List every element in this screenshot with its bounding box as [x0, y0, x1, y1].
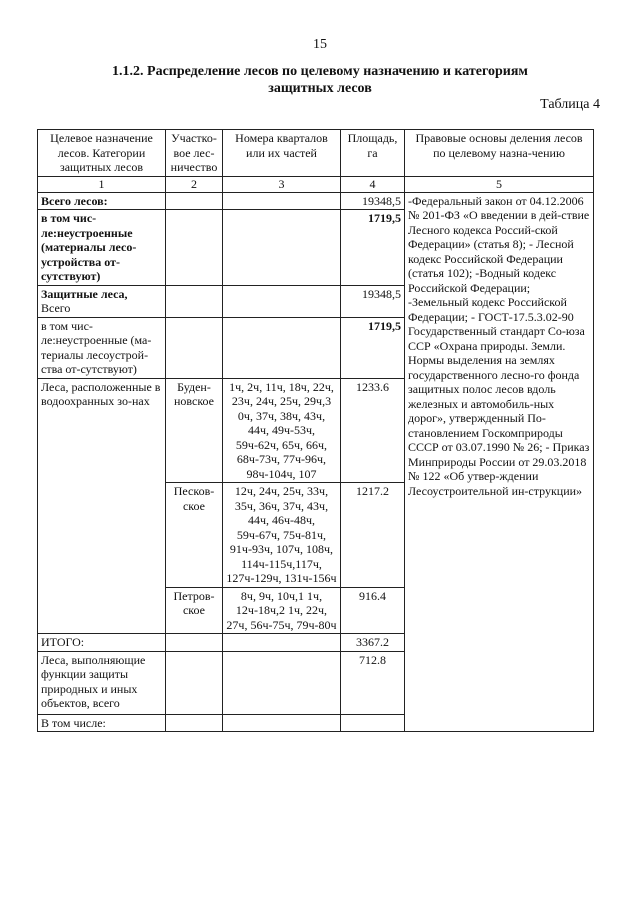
- category-cell: Леса, выполняющие функции защиты природных и иных объектов, всего: [38, 651, 166, 714]
- column-number: 4: [341, 176, 405, 192]
- area-cell: 1719,5: [341, 317, 405, 378]
- forestry-cell: [166, 210, 223, 286]
- area-cell: 1719,5: [341, 210, 405, 286]
- area-cell: 1233.6: [341, 378, 405, 483]
- area-cell: 712.8: [341, 651, 405, 714]
- area-cell: 3367.2: [341, 634, 405, 652]
- header-purpose: Целевое назначение лесов. Категории защитных лесов: [38, 130, 166, 177]
- header-row: [38, 130, 594, 177]
- column-number: 2: [166, 176, 223, 192]
- quarters-cell: 8ч, 9ч, 10ч,1 1ч, 12ч-18ч,2 1ч, 22ч, 27ч, 56ч-75ч, 79ч-80ч: [223, 587, 341, 634]
- category-subtitle: Всего: [41, 301, 71, 315]
- forestry-cell: [166, 714, 223, 732]
- category-cell: Всего лесов:: [38, 192, 166, 210]
- forestry-cell: [166, 651, 223, 714]
- area-cell: 19348,5: [341, 192, 405, 210]
- forestry-cell: [166, 317, 223, 378]
- header-legal-basis: Правовые основы деления лесов по целевому назна-чению: [405, 130, 594, 177]
- quarters-cell: [223, 210, 341, 286]
- column-number-row: [38, 176, 594, 192]
- table-row: [38, 192, 594, 210]
- header-quarters: Номера кварталов или их частей: [223, 130, 341, 177]
- section-heading: [60, 63, 580, 97]
- forestry-cell: [166, 192, 223, 210]
- quarters-cell: [223, 285, 341, 317]
- quarters-cell: 1ч, 2ч, 11ч, 18ч, 22ч, 23ч, 24ч, 25ч, 29ч,3 0ч, 37ч, 38ч, 43ч, 44ч, 49ч-53ч, 59ч-62ч, 65ч, 66ч, 68ч-73ч, 77ч-96ч, 98ч-104ч, 107: [223, 378, 341, 483]
- quarters-cell: [223, 634, 341, 652]
- quarters-cell: [223, 651, 341, 714]
- header-forestry: Участко-вое лес-ничество: [166, 130, 223, 177]
- column-number: 1: [38, 176, 166, 192]
- header-area: Площадь, га: [341, 130, 405, 177]
- category-cell: Леса, расположенные в водоохранных зо-нах: [38, 378, 166, 634]
- area-cell: [341, 714, 405, 732]
- area-cell: 1217.2: [341, 483, 405, 588]
- forestry-cell: Буден-новское: [166, 378, 223, 483]
- category-cell: в том чис-ле:неустроенные (материалы лесо-устройства от-сутствуют): [38, 210, 166, 286]
- column-number: 5: [405, 176, 594, 192]
- forestry-cell: [166, 634, 223, 652]
- quarters-cell: [223, 192, 341, 210]
- page-number: 15: [313, 37, 327, 52]
- section-heading-line-1: 1.1.2. Распределение лесов по целевому назначению и категориям: [112, 64, 528, 79]
- category-title: Защитные леса,: [41, 286, 128, 301]
- quarters-cell: [223, 317, 341, 378]
- category-cell: в том чис-ле:неустроенные (ма-териалы лесоустрой-ства от-сутствуют): [38, 317, 166, 378]
- section-heading-line-2: защитных лесов: [268, 81, 372, 96]
- category-cell: В том числе:: [38, 714, 166, 732]
- area-cell: 19348,5: [341, 285, 405, 317]
- category-cell: ИТОГО:: [38, 634, 166, 652]
- quarters-cell: [223, 714, 341, 732]
- column-number: 3: [223, 176, 341, 192]
- legal-basis-cell: -Федеральный закон от 04.12.2006 № 201-ФЗ «О введении в дей-ствие Лесного кодекса Россий-ской Федерации» (статья 8); - Лесной кодекс Российской Федерации (статья 102); -Водный кодекс Российской Федерации; -Земельный кодекс Российской Федерации; - ГОСТ-17.5.3.02-90 Государственный стандарт Со-юза ССР «Охрана природы. Земли. Нормы выделения на землях государственного лесно-го фонда защитных полос лесов вдоль железных и автомобиль-ных дорог», утвержденный По-становлением Госкомприроды СССР от 03.07.1990 № 26; - Приказ Минприроды России от 29.03.2018 № 122 «Об утвер-ждении Лесоустроительной ин-струкции»: [405, 192, 594, 732]
- forest-distribution-table: [37, 129, 594, 732]
- quarters-cell: 12ч, 24ч, 25ч, 33ч, 35ч, 36ч, 37ч, 43ч, 44ч, 46ч-48ч, 59ч-67ч, 75ч-81ч, 91ч-93ч, 107ч, 108ч, 114ч-115ч,117ч, 127ч-129ч, 131ч-156ч: [223, 483, 341, 588]
- forestry-cell: [166, 285, 223, 317]
- forestry-cell: Песков-ское: [166, 483, 223, 588]
- area-cell: 916.4: [341, 587, 405, 634]
- category-cell: [38, 285, 166, 317]
- forestry-cell: Петров-ское: [166, 587, 223, 634]
- table-label: Таблица 4: [540, 97, 600, 112]
